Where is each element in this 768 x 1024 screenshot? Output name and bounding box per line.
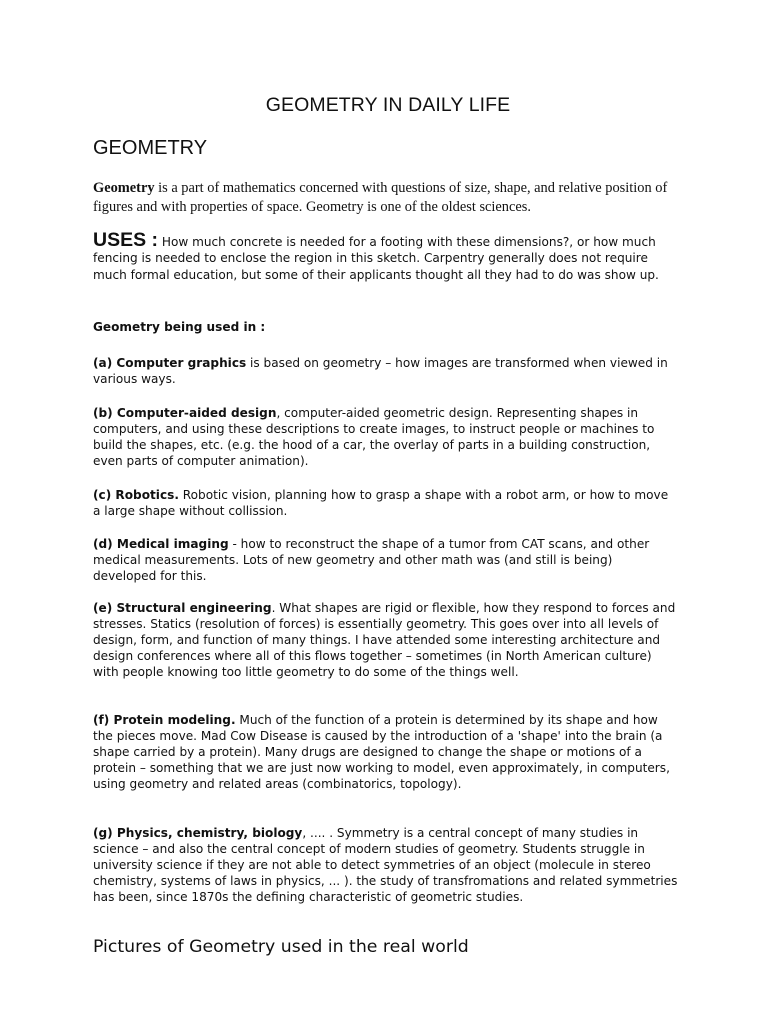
list-item: [93, 405, 679, 469]
uses-label: USES :: [93, 229, 159, 251]
document-title: GEOMETRY IN DAILY LIFE: [265, 94, 511, 116]
item-label: (g) Physics, chemistry, biology: [93, 826, 303, 840]
pictures-heading: Pictures of Geometry used in the real world: [93, 937, 469, 957]
list-item: [93, 825, 679, 905]
item-text: , computer-aided geometric design. Representing shapes in computers, and using these descriptions to create images, to instruct people or machines to build the shapes, etc. (e.g. the hood of a car, the overlay of parts in a building construction, even parts of computer animation).: [93, 406, 655, 469]
intro-text: is a part of mathematics concerned with questions of size, shape, and relative position of figures and with properties of space. Geometry is one of the oldest sciences.: [93, 180, 668, 215]
item-text: . What shapes are rigid or flexible, how they respond to forces and stresses. Statics (resolution of forces) is essentially geometry. This goes over into all levels of design, form, and function of many things. I have attended some interesting architecture and design conferences where all of this flows together – sometimes (in North American culture) with people knowing too little geometry to do some of the things well.: [93, 601, 676, 680]
list-item: [93, 600, 679, 680]
list-item: [93, 355, 679, 387]
intro-paragraph: [93, 179, 673, 217]
section-heading: GEOMETRY: [93, 137, 208, 159]
item-text: , .... . Symmetry is a central concept of many studies in science – and also the central concept of modern studies of geometry. Students struggle in university science if they are not able to detect symmetries of an object (molecule in stereo chemistry, systems of laws in physics, ... ). the study of transfromations and related symmetries has been, since 1870s the defining characteristic of geometric studies.: [93, 826, 678, 905]
item-text: - how to reconstruct the shape of a tumor from CAT scans, and other medical measurements. Lots of new geometry and other math was (and still is being) developed for this.: [93, 537, 650, 584]
subheading: Geometry being used in :: [93, 320, 266, 334]
intro-term: Geometry: [93, 180, 155, 196]
list-item: [93, 712, 679, 792]
item-label: (f) Protein modeling.: [93, 713, 236, 727]
item-text: Robotic vision, planning how to grasp a shape with a robot arm, or how to move a large shape without collission.: [93, 488, 669, 519]
list-item: [93, 536, 679, 584]
item-label: (d) Medical imaging: [93, 537, 229, 551]
item-label: (c) Robotics.: [93, 488, 179, 502]
item-label: (a) Computer graphics: [93, 356, 247, 370]
item-text: is based on geometry – how images are transformed when viewed in various ways.: [93, 356, 668, 387]
list-item: [93, 487, 679, 519]
uses-text: How much concrete is needed for a footing with these dimensions?, or how much fencing is needed to enclose the region in this sketch. Carpentry generally does not require much formal education, but some of their applicants thought all they had to do was show up.: [93, 235, 659, 282]
item-label: (e) Structural engineering: [93, 601, 272, 615]
item-text: Much of the function of a protein is determined by its shape and how the pieces move. Mad Cow Disease is caused by the introduction of a 'shape' into the brain (a shape carried by a protein). Many drugs are designed to change the shape or motions of a protein – something that we are just now working to model, even approximately, in computers, using geometry and related areas (combinatorics, topology).: [93, 713, 670, 792]
uses-paragraph: [93, 229, 673, 283]
item-label: (b) Computer-aided design: [93, 406, 277, 420]
